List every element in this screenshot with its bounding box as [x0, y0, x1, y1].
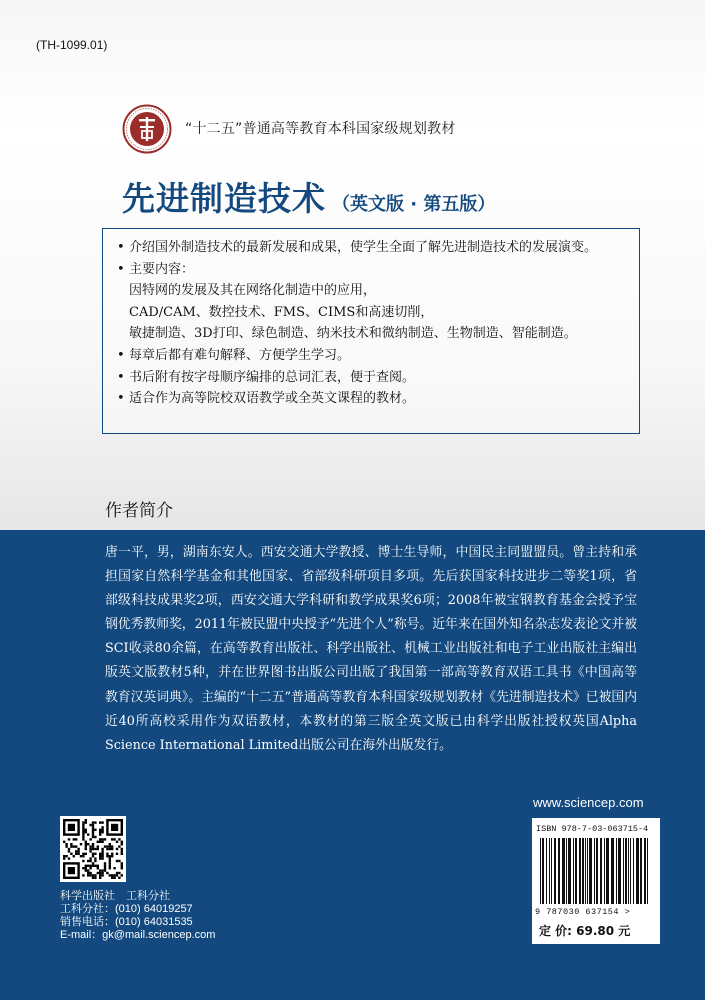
- isbn-number: 9 787030 637154 >: [535, 907, 631, 917]
- barcode-panel: [532, 818, 660, 944]
- publisher-website[interactable]: www.sciencep.com: [533, 795, 644, 810]
- catalog-code: (TH-1099.01): [36, 38, 108, 52]
- bullet-icon: •: [117, 369, 125, 385]
- feature-text: 每章后都有难句解释、方便学生学习。: [129, 347, 351, 363]
- author-heading: 作者简介: [105, 501, 173, 521]
- series-label: “十二五”普通高等教育本科国家级规划教材: [185, 121, 456, 137]
- feature-item: [117, 345, 625, 367]
- price: 定 价: 69.80 元: [539, 924, 631, 938]
- feature-text: 适合作为高等院校双语教学或全英文课程的教材。: [129, 391, 416, 407]
- feature-item: [117, 388, 625, 410]
- feature-item: [117, 237, 625, 259]
- bullet-icon: •: [117, 347, 125, 363]
- feature-subitem: [117, 302, 625, 324]
- publisher-email[interactable]: E-mail：gk@mail.sciencep.com: [60, 929, 216, 941]
- feature-item: [117, 259, 625, 281]
- bullet-icon: •: [117, 240, 125, 255]
- feature-list: [117, 237, 625, 410]
- publisher-phone-sales: 销售电话：(010) 64031535: [60, 916, 193, 928]
- feature-text: 介绍国外制造技术的最新发展和成果，使学生全面了解先进制造技术的发展演变。: [129, 240, 598, 255]
- isbn-label: ISBN 978-7-03-063715-4: [536, 824, 649, 834]
- feature-subitem: [117, 280, 625, 302]
- title-edition: （英文版 · 第五版）: [332, 194, 496, 215]
- bullet-icon: •: [117, 261, 125, 277]
- feature-item: [117, 367, 625, 389]
- feature-text: 书后附有按字母顺序编排的总词汇表，便于查阅。: [129, 369, 416, 385]
- feature-box: [102, 228, 640, 434]
- feature-text: 主要内容：: [129, 261, 195, 277]
- book-title: [122, 173, 495, 220]
- bullet-icon: •: [117, 391, 125, 407]
- feature-text: 因特网的发展及其在网络化制造中的应用，: [129, 283, 377, 299]
- feature-subitem: [117, 323, 625, 345]
- university-seal-icon: [122, 104, 172, 154]
- qr-code-icon: [60, 816, 126, 882]
- author-bio: 唐一平，男，湖南东安人。西安交通大学教授、博士生导师，中国民主同盟盟员。曾主持和承担国家自然科学基金和其他国家、省部级科研项目多项。先后获国家科技进步二等奖1项，省部级科技成果奖2项，西安交通大学科研和教学成果奖6项；2008年被宝钢教育基金会授予宝钢优秀教师奖，2011年被民盟中央授予“先进个人”称号。近年来在国外知名杂志发表论文并被SCI收录80余篇，在高等教育出版社、科学出版社、机械工业出版社和电子工业出版社主编出版英文版教材5种，并在世界图书出版公司出版了我国第一部高等教育双语工具书《中国高等教育汉英词典》。主编的“十二五”普通高等教育本科国家级规划教材《先进制造技术》已被国内近40所高校采用作为双语教材，本教材的第三版全英文版已由科学出版社授权英国Alpha Science International Limited出版公司在海外出版发行。: [105, 545, 637, 753]
- feature-text: 敏捷制造、3D打印、绿色制造、纳米技术和微纳制造、生物制造、智能制造。: [129, 326, 577, 342]
- publisher-info: [60, 890, 215, 942]
- publisher-name: 科学出版社 工科分社: [60, 890, 170, 902]
- feature-text: CAD/CAM、数控技术、FMS、CIMS和高速切削，: [129, 304, 434, 320]
- barcode-icon: [536, 836, 656, 906]
- publisher-phone-branch: 工科分社：(010) 64019257: [60, 903, 193, 915]
- title-main: 先进制造技术: [122, 179, 326, 218]
